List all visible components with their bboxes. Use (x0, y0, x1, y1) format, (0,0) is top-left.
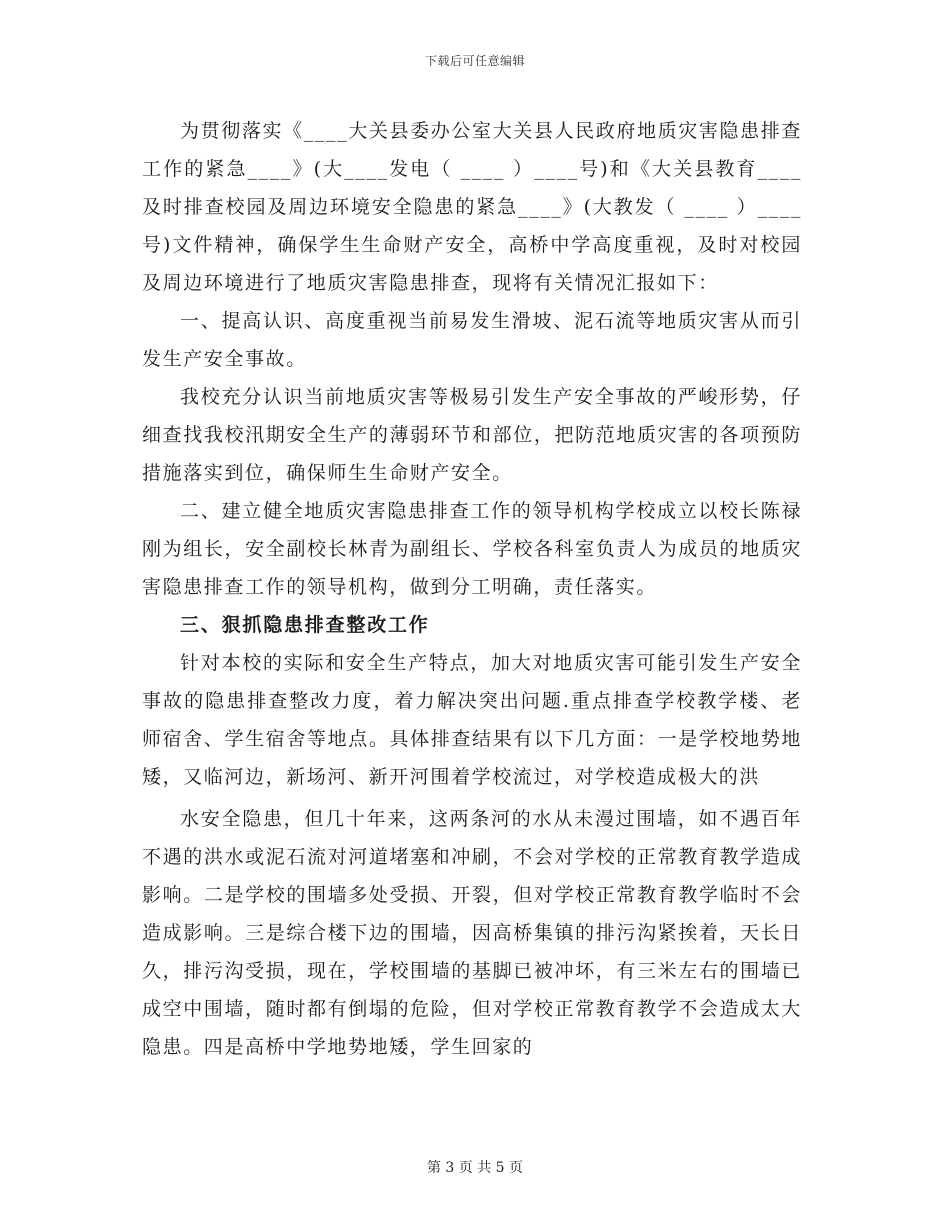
page-header: 下载后可任意编辑 (424, 54, 525, 68)
paragraph-intro: 为贯彻落实《____大关县委办公室大关县人民政府地质灾害隐患排查工作的紧急____》(大____发电（ ____ ）____号)和《大关县教育____及时排查校园及周边环境安全隐患的紧急____》(大教发（ ____ ）____号)文件精神，确保学生生命财产安全，高桥中学高度重视，及时对校园及周边环境进行了地质灾害隐患排查，现将有关情况汇报如下： (142, 120, 802, 294)
heading-section-2: 二、建立健全地质灾害隐患排查工作的领导机构学校成立以校长陈禄刚为组长，安全副校长林青为副组长、学校各科室负责人为成员的地质灾害隐患排查工作的领导机构，做到分工明确，责任落实。 (142, 500, 802, 598)
paragraph-section-3-part-2: 水安全隐患，但几十年来，这两条河的水从未漫过围墙，如不遇百年不遇的洪水或泥石流对河道堵塞和冲刷，不会对学校的正常教育教学造成影响。二是学校的围墙多处受损、开裂，但对学校正常教育教学临时不会造成影响。三是综合楼下边的围墙，因高桥集镇的排污沟紧挨着，天长日久，排污沟受损，现在，学校围墙的基脚已被冲坏，有三米左右的围墙已成空中围墙，随时都有倒塌的危险，但对学校正常教育教学不会造成太大隐患。四是高桥中学地势地矮，学生回家的 (142, 808, 802, 1058)
paragraph-section-3-part-1: 针对本校的实际和安全生产特点，加大对地质灾害可能引发生产安全事故的隐患排查整改力度，着力解决突出问题.重点排查学校教学楼、老师宿舍、学生宿舍等地点。具体排查结果有以下几方面：一是学校地势地矮，又临河边，新场河、新开河围着学校流过，对学校造成极大的洪 (142, 652, 802, 788)
document-body (142, 112, 802, 1066)
heading-section-3: 三、狠抓隐患排查整改工作 (180, 614, 430, 636)
page-number: 第 3 页 共 5 页 (426, 1160, 524, 1176)
heading-section-1: 一、提高认识、高度重视当前易发生滑坡、泥石流等地质灾害从而引发生产安全事故。 (142, 310, 802, 370)
paragraph-section-1: 我校充分认识当前地质灾害等极易引发生产安全事故的严峻形势，仔细查找我校汛期安全生产的薄弱环节和部位，把防范地质灾害的各项预防措施落实到位，确保师生生命财产安全。 (142, 386, 802, 484)
